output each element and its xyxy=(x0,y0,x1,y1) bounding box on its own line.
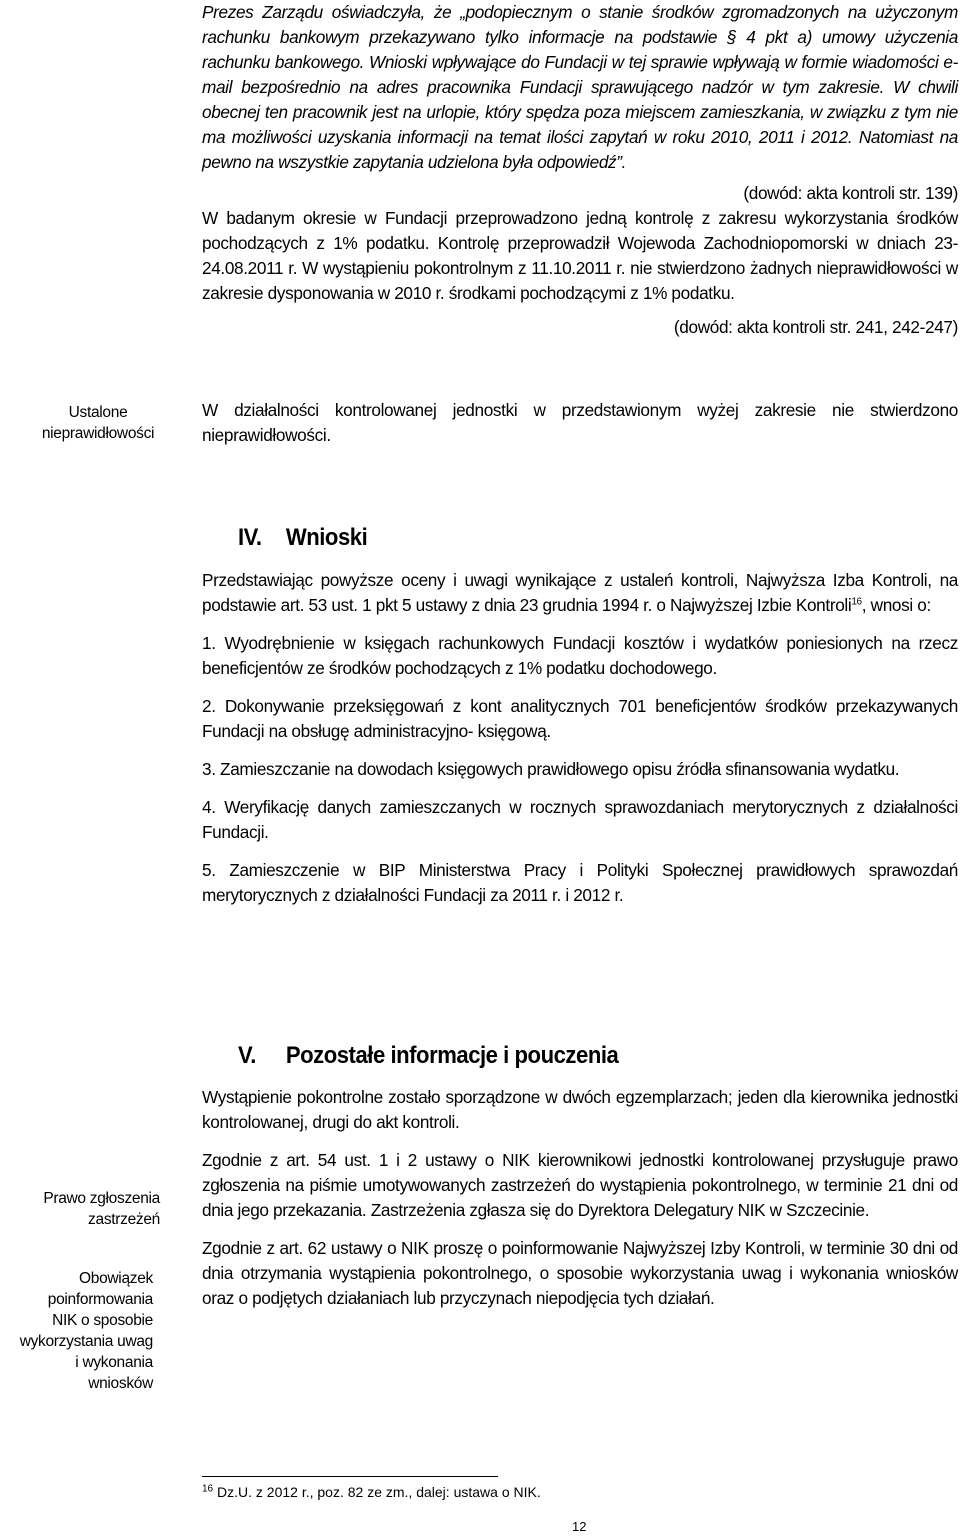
conclusion-item: 2. Dokonywanie przeksięgowań z kont analitycznych 701 beneficjentów środków przekazywanych Fundacji na obsługę administracyjno- księgową. xyxy=(202,696,958,741)
evidence-reference: (dowód: akta kontroli str. 241, 242-247) xyxy=(673,317,958,337)
conclusion-item: 3. Zamieszczanie na dowodach księgowych prawidłowego opisu źródła sfinansowania wydatku. xyxy=(202,759,900,779)
conclusions-block xyxy=(202,568,958,908)
duty-paragraph: Zgodnie z art. 62 ustawy o NIK proszę o poinformowanie Najwyższej Izby Kontroli, w terminie 30 dni od dnia otrzymania wystąpienia pokontrolnego, o sposobie wykorzystania uwag i wykonania wniosków oraz o podjętych działaniach lub przyczynach niepodjęcia tych działań. xyxy=(202,1238,958,1308)
conclusion-item: 5. Zamieszczenie w BIP Ministerstwa Pracy i Polityki Społecznej prawidłowych sprawozdań merytorycznych z działalności Fundacji za 2011 r. i 2012 r. xyxy=(202,860,958,905)
side-label-objections: Prawo zgłoszenia zastrzeżeń xyxy=(43,1190,160,1228)
evidence-reference: (dowód: akta kontroli str. 139) xyxy=(743,183,958,203)
page-number: 12 xyxy=(572,1519,587,1534)
copies-paragraph: Wystąpienie pokontrolne zostało sporządzone w dwóch egzemplarzach; jeden dla kierownika jednostki kontrolowanej, drugi do akt kontroli. xyxy=(202,1087,958,1132)
other-info-block xyxy=(202,1085,958,1311)
section-heading-5: V. Pozostałe informacje i pouczenia xyxy=(238,1042,619,1069)
side-label-irregularities: Ustalone nieprawidłowości xyxy=(41,404,155,442)
irregularities-text: W działalności kontrolowanej jednostki w przedstawionym wyżej zakresie nie stwierdzono nieprawidłowości. xyxy=(202,400,958,445)
irregularities-block xyxy=(202,398,958,448)
footnote-separator xyxy=(202,1476,498,1477)
inspection-paragraph: W badanym okresie w Fundacji przeprowadzono jedną kontrolę z zakresu wykorzystania środków pochodzących z 1% podatku. Kontrolę przeprowadził Wojewoda Zachodniopomorski w dniach 23-24.08.2011 r. W wystąpieniu pokontrolnym z 11.10.2011 r. nie stwierdzono żadnych nieprawidłowości w zakresie dysponowania w 2010 r. środkami pochodzącymi z 1% podatku. xyxy=(202,208,958,303)
footnote: $^{16}$ Dz.U. z 2012 r., poz. 82 ze zm., dalej: ustawa o NIK. xyxy=(202,1483,541,1500)
statement-paragraph: Prezes Zarządu oświadczyła, że „podopiecznym o stanie środków zgromadzonych na użyczonym rachunku bankowym przekazywano tylko informacje na podstawie § 4 pkt a) umowy użyczenia rachunku bankowego. Wnioski wpływające do Fundacji w tej sprawie wpływają w formie wiadomości e-mail bezpośrednio na adres pracownika Fundacji sprawującego nadzór w tym zakresie. W chwili obecnej ten pracownik jest na urlopie, który spędza poza miejscem zamieszkania, w związku z tym nie ma możliwości uzyskania informacji na temat ilości zapytań w roku 2010, 2011 i 2012. Natomiast na pewno na wszystkie zapytania udzielona była odpowiedź”. xyxy=(202,2,958,172)
conclusion-item: 4. Weryfikację danych zamieszczanych w rocznych sprawozdaniach merytorycznych z działalności Fundacji. xyxy=(202,797,958,842)
top-block xyxy=(202,0,958,340)
side-label-duty: Obowiązek poinformowania NIK o sposobie wykorzystania uwag i wykonania wniosków xyxy=(19,1270,153,1392)
section-heading-4: IV. Wnioski xyxy=(238,524,368,551)
objection-paragraph: Zgodnie z art. 54 ust. 1 i 2 ustawy o NIK kierownikowi jednostki kontrolowanej przysługuje prawo zgłoszenia na piśmie umotywowanych zastrzeżeń do wystąpienia pokontrolnego, w terminie 21 dni od dnia jego przekazania. Zastrzeżenia zgłasza się do Dyrektora Delegatury NIK w Szczecinie. xyxy=(202,1150,958,1220)
conclusion-item: 1. Wyodrębnienie w księgach rachunkowych Fundacji kosztów i wydatków poniesionych na rzecz beneficjentów ze środków pochodzących z 1% podatku dochodowego. xyxy=(202,633,958,678)
conclusions-intro: Przedstawiając powyższe oceny i uwagi wynikające z ustaleń kontroli, Najwyższa Izba Kontroli, na podstawie art. 53 ust. 1 pkt 5 ustawy z dnia 23 grudnia 1994 r. o Najwyższej Izbie Kontroli$^{16}$, wnosi o: xyxy=(202,570,958,615)
